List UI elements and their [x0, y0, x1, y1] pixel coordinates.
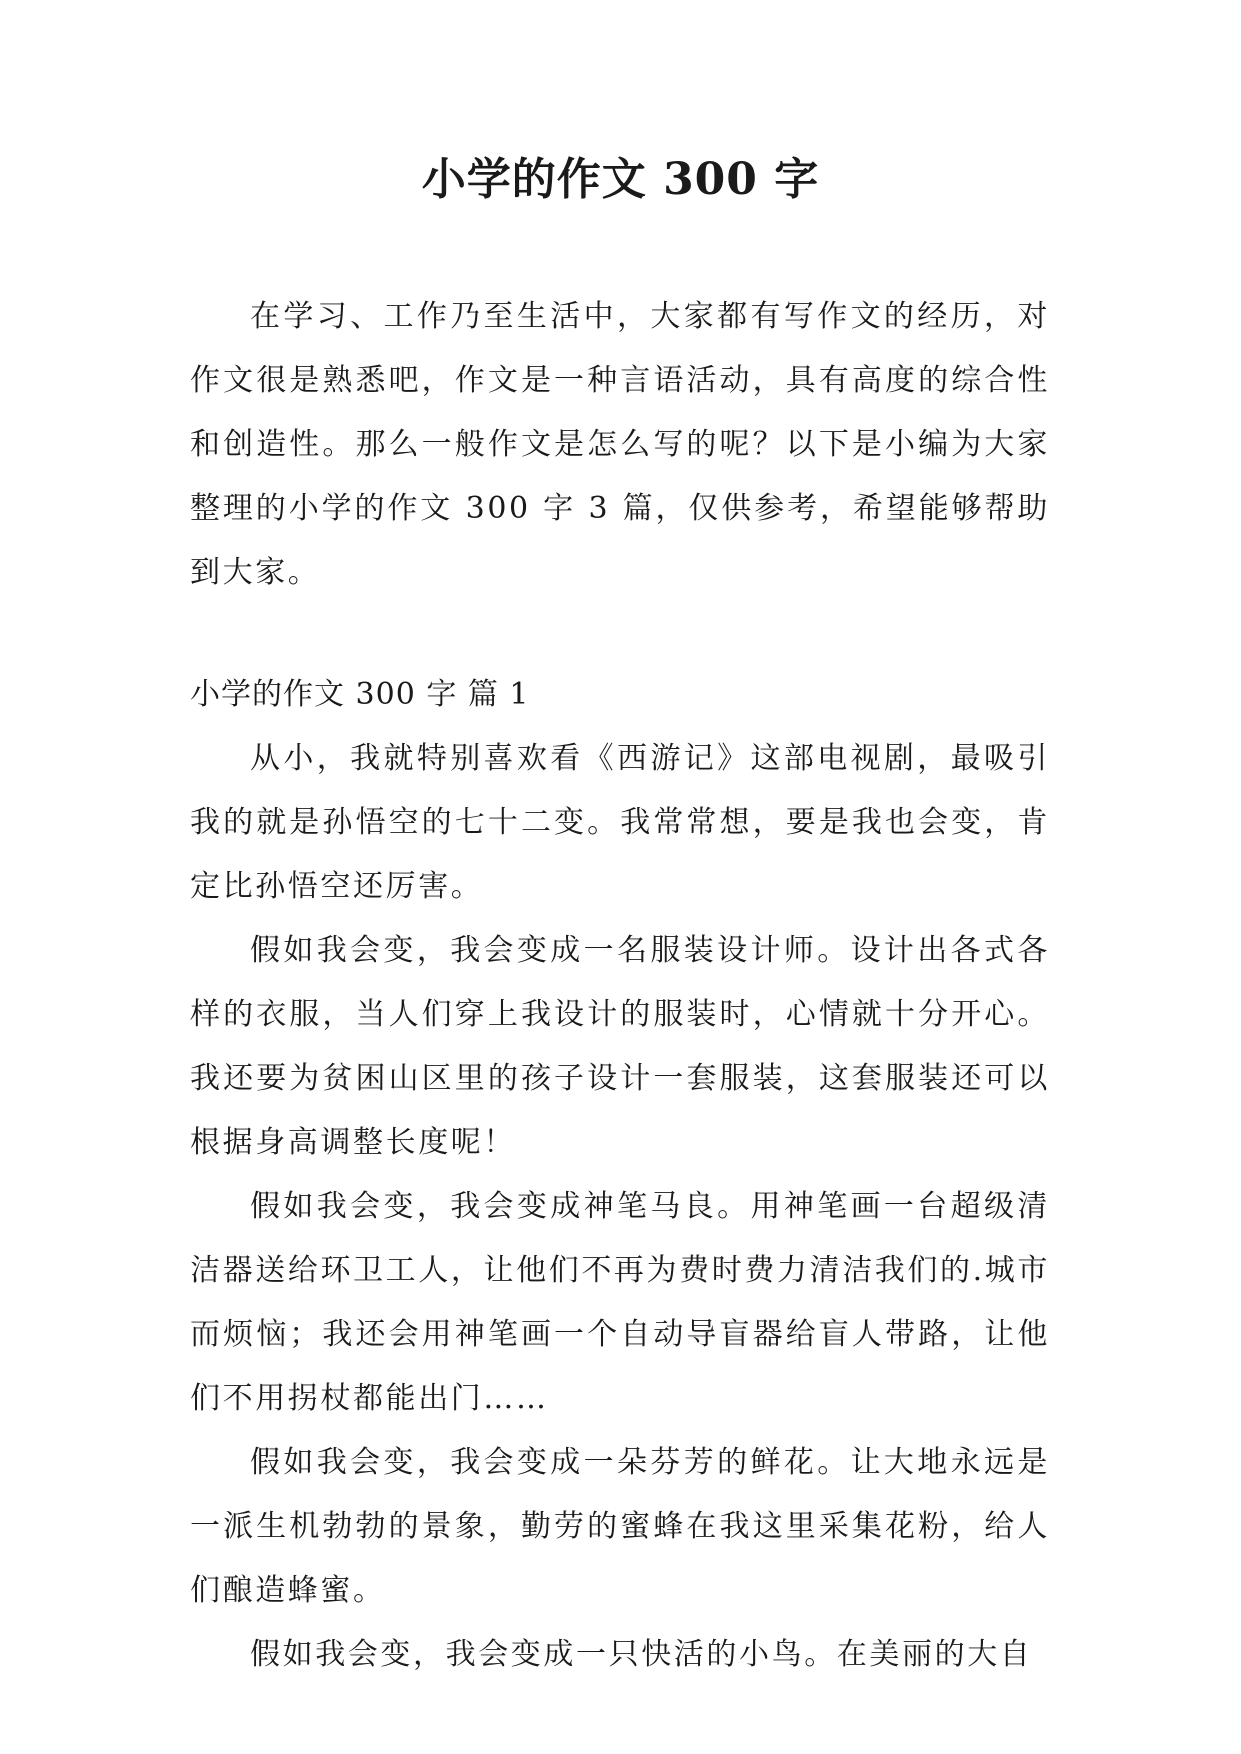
body-paragraph-4: 假如我会变，我会变成一朵芬芳的鲜花。让大地永远是一派生机勃勃的景象，勤劳的蜜蜂在我这里采集花粉，给人们酿造蜂蜜。 — [190, 1445, 1050, 1608]
intro-paragraph: 在学习、工作乃至生活中，大家都有写作文的经历，对作文很是熟悉吧，作文是一种言语活动，具有高度的综合性和创造性。那么一般作文是怎么写的呢？以下是小编为大家整理的小学的作文 300 字 3 篇，仅供参考，希望能够帮助到大家。 — [190, 299, 1050, 590]
body-paragraph-3: 假如我会变，我会变成神笔马良。用神笔画一台超级清洁器送给环卫工人，让他们不再为费时费力清洁我们的.城市而烦恼；我还会用神笔画一个自动导盲器给盲人带路，让他们不用拐杖都能出门…… — [190, 1189, 1050, 1416]
section-heading: 小学的作文 300 字 篇 1 — [190, 677, 530, 712]
document-title: 小学的作文 300 字 — [421, 154, 820, 205]
document-body — [190, 285, 1050, 1687]
body-paragraph-2: 假如我会变，我会变成一名服装设计师。设计出各式各样的衣服，当人们穿上我设计的服装时，心情就十分开心。我还要为贫困山区里的孩子设计一套服装，这套服装还可以根据身高调整长度呢！ — [190, 933, 1050, 1160]
body-paragraph-1: 从小，我就特别喜欢看《西游记》这部电视剧，最吸引我的就是孙悟空的七十二变。我常常想，要是我也会变，肯定比孙悟空还厉害。 — [190, 741, 1050, 904]
body-paragraph-5: 假如我会变，我会变成一只快活的小鸟。在美丽的大自 — [250, 1637, 1033, 1672]
